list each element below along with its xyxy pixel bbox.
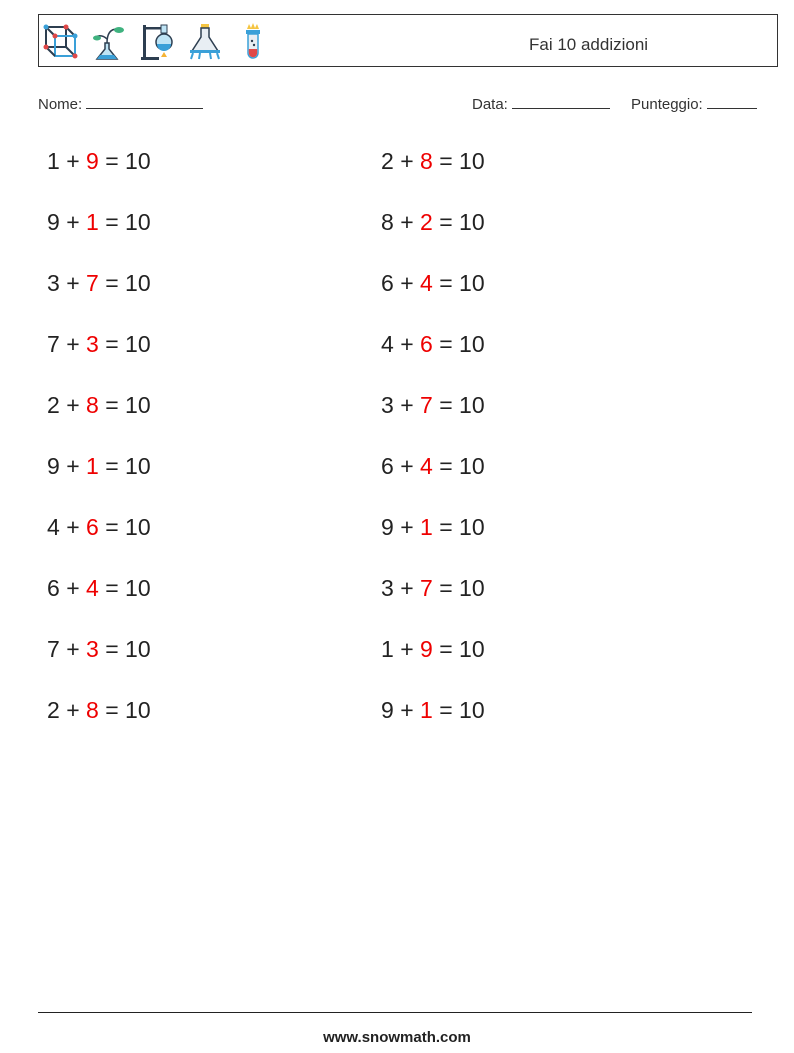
equals-sign: = <box>105 636 119 662</box>
problem-right-8 <box>381 575 485 602</box>
plus-sign: + <box>400 392 414 418</box>
addend-b: 7 <box>420 575 433 601</box>
equals-sign: = <box>105 270 119 296</box>
test-tube-icon <box>235 21 271 61</box>
problem-right-4 <box>381 331 485 358</box>
sum: 10 <box>125 148 151 174</box>
addend-b: 4 <box>420 453 433 479</box>
footer-divider <box>38 1012 752 1013</box>
addend-a: 1 <box>47 148 60 174</box>
problem-left-3 <box>47 270 151 297</box>
equals-sign: = <box>439 148 453 174</box>
problem-right-1 <box>381 148 485 175</box>
equals-sign: = <box>105 209 119 235</box>
equals-sign: = <box>105 331 119 357</box>
sum: 10 <box>125 209 151 235</box>
plus-sign: + <box>66 514 80 540</box>
addend-b: 2 <box>420 209 433 235</box>
plus-sign: + <box>66 575 80 601</box>
addend-a: 9 <box>47 209 60 235</box>
addend-b: 3 <box>86 331 99 357</box>
date-field[interactable] <box>472 94 610 113</box>
equals-sign: = <box>439 270 453 296</box>
equals-sign: = <box>105 148 119 174</box>
sum: 10 <box>125 636 151 662</box>
addend-a: 2 <box>47 392 60 418</box>
addend-b: 8 <box>420 148 433 174</box>
sum: 10 <box>459 514 485 540</box>
sum: 10 <box>459 392 485 418</box>
problem-right-9 <box>381 636 485 663</box>
problem-left-6 <box>47 453 151 480</box>
plus-sign: + <box>66 636 80 662</box>
equals-sign: = <box>105 453 119 479</box>
addend-b: 7 <box>420 392 433 418</box>
plus-sign: + <box>400 453 414 479</box>
equals-sign: = <box>439 392 453 418</box>
plus-sign: + <box>66 209 80 235</box>
problem-left-10 <box>47 697 151 724</box>
problem-right-6 <box>381 453 485 480</box>
retort-stand-icon <box>139 21 175 61</box>
plus-sign: + <box>400 331 414 357</box>
addend-a: 3 <box>381 392 394 418</box>
addend-a: 6 <box>47 575 60 601</box>
addend-b: 8 <box>86 392 99 418</box>
addend-a: 7 <box>47 331 60 357</box>
plus-sign: + <box>400 148 414 174</box>
equals-sign: = <box>439 453 453 479</box>
addend-a: 9 <box>381 697 394 723</box>
equals-sign: = <box>439 636 453 662</box>
plus-sign: + <box>400 270 414 296</box>
problem-left-1 <box>47 148 151 175</box>
addend-b: 6 <box>420 331 433 357</box>
addend-b: 6 <box>86 514 99 540</box>
addend-a: 3 <box>47 270 60 296</box>
addend-a: 1 <box>381 636 394 662</box>
plus-sign: + <box>66 453 80 479</box>
plus-sign: + <box>66 331 80 357</box>
plant-flask-icon <box>91 21 127 61</box>
sum: 10 <box>125 697 151 723</box>
sum: 10 <box>125 514 151 540</box>
addend-a: 2 <box>47 697 60 723</box>
name-label: Nome: <box>38 96 83 113</box>
addend-a: 4 <box>47 514 60 540</box>
plus-sign: + <box>400 514 414 540</box>
sum: 10 <box>125 331 151 357</box>
addend-b: 8 <box>86 697 99 723</box>
plus-sign: + <box>400 575 414 601</box>
sum: 10 <box>459 697 485 723</box>
addend-b: 7 <box>86 270 99 296</box>
score-label: Punteggio: <box>631 96 703 113</box>
addend-a: 3 <box>381 575 394 601</box>
footer-url: www.snowmath.com <box>323 1029 471 1046</box>
lab-flask-icon <box>187 21 223 61</box>
problem-left-2 <box>47 209 151 236</box>
sum: 10 <box>125 575 151 601</box>
addend-b: 4 <box>86 575 99 601</box>
date-blank[interactable] <box>512 94 610 109</box>
problem-right-10 <box>381 697 485 724</box>
sum: 10 <box>125 453 151 479</box>
equals-sign: = <box>439 514 453 540</box>
plus-sign: + <box>400 636 414 662</box>
plus-sign: + <box>400 697 414 723</box>
sum: 10 <box>459 636 485 662</box>
sum: 10 <box>459 270 485 296</box>
equals-sign: = <box>439 575 453 601</box>
addend-a: 6 <box>381 453 394 479</box>
plus-sign: + <box>66 697 80 723</box>
equals-sign: = <box>105 575 119 601</box>
addend-b: 1 <box>86 209 99 235</box>
problem-left-7 <box>47 514 151 541</box>
sum: 10 <box>459 331 485 357</box>
sum: 10 <box>459 209 485 235</box>
equals-sign: = <box>105 392 119 418</box>
name-field[interactable] <box>38 94 203 113</box>
sum: 10 <box>459 453 485 479</box>
problem-left-8 <box>47 575 151 602</box>
problem-right-5 <box>381 392 485 419</box>
addend-b: 1 <box>86 453 99 479</box>
addend-b: 9 <box>420 636 433 662</box>
problem-left-9 <box>47 636 151 663</box>
equals-sign: = <box>439 209 453 235</box>
problem-right-3 <box>381 270 485 297</box>
addend-a: 9 <box>47 453 60 479</box>
icon-strip <box>43 21 271 61</box>
plus-sign: + <box>66 148 80 174</box>
addend-b: 9 <box>86 148 99 174</box>
equals-sign: = <box>439 697 453 723</box>
addend-b: 3 <box>86 636 99 662</box>
addend-b: 1 <box>420 514 433 540</box>
name-blank[interactable] <box>86 94 203 109</box>
plus-sign: + <box>66 270 80 296</box>
worksheet-title: Fai 10 addizioni <box>529 35 649 54</box>
addend-a: 4 <box>381 331 394 357</box>
sum: 10 <box>125 270 151 296</box>
addend-a: 9 <box>381 514 394 540</box>
problem-left-5 <box>47 392 151 419</box>
problem-right-2 <box>381 209 485 236</box>
plus-sign: + <box>66 392 80 418</box>
addend-a: 8 <box>381 209 394 235</box>
equals-sign: = <box>105 697 119 723</box>
addend-a: 2 <box>381 148 394 174</box>
addend-b: 4 <box>420 270 433 296</box>
equals-sign: = <box>439 331 453 357</box>
problem-left-4 <box>47 331 151 358</box>
score-blank[interactable] <box>707 94 757 109</box>
date-label: Data: <box>472 96 508 113</box>
sum: 10 <box>459 148 485 174</box>
worksheet-header <box>38 14 778 67</box>
cube-icon <box>43 21 79 61</box>
addend-a: 6 <box>381 270 394 296</box>
problem-right-7 <box>381 514 485 541</box>
score-field[interactable] <box>631 94 757 113</box>
sum: 10 <box>125 392 151 418</box>
addend-a: 7 <box>47 636 60 662</box>
plus-sign: + <box>400 209 414 235</box>
equals-sign: = <box>105 514 119 540</box>
addend-b: 1 <box>420 697 433 723</box>
sum: 10 <box>459 575 485 601</box>
